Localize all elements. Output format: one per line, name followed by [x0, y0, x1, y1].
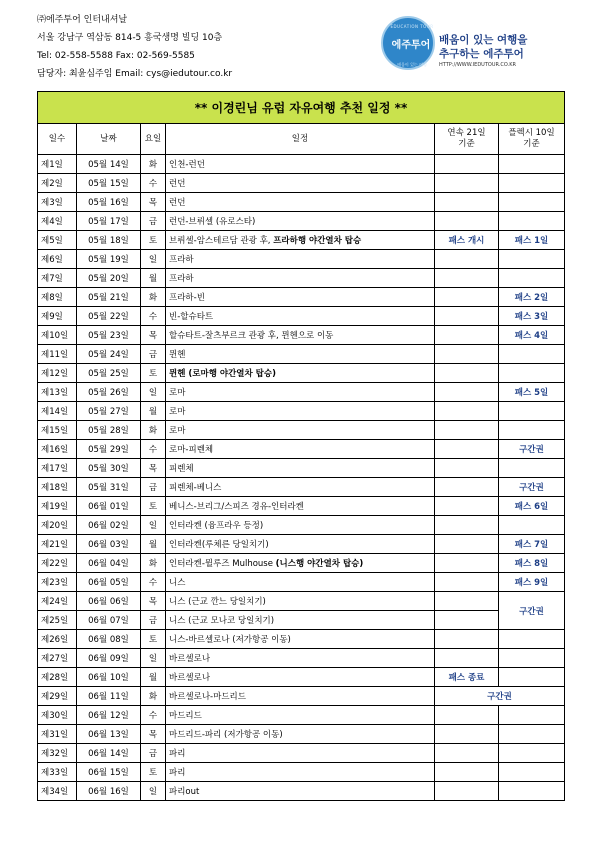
- itinerary-table: [37, 91, 565, 801]
- row-pass21: [435, 497, 499, 516]
- row-flexi10: [499, 193, 565, 212]
- table-row: [38, 782, 565, 801]
- row-day: 제19일: [38, 497, 77, 516]
- row-date: 06월 04일: [77, 554, 141, 573]
- row-itinerary-text: 로마-피렌체: [169, 445, 214, 455]
- row-itinerary: [166, 554, 435, 573]
- row-itinerary-text: 프라하: [169, 255, 194, 265]
- row-flexi10: [499, 421, 565, 440]
- row-itinerary-text: 로마: [169, 388, 186, 398]
- row-date: 05월 19일: [77, 250, 141, 269]
- row-day: 제1일: [38, 155, 77, 174]
- row-itinerary-text: 베니스-브리그/스피즈 경유-인터라켄: [169, 502, 304, 512]
- row-pass21: [435, 554, 499, 573]
- table-row: [38, 174, 565, 193]
- row-date: 05월 30일: [77, 459, 141, 478]
- row-itinerary-text: 인터라켄 (융프라우 등정): [169, 521, 264, 531]
- row-day: 제20일: [38, 516, 77, 535]
- row-itinerary-text: 브뤼셀-암스테르담 관광 후,: [169, 236, 274, 246]
- row-pass21: [435, 744, 499, 763]
- row-date: 06월 14일: [77, 744, 141, 763]
- row-flexi10: 패스 9일: [499, 573, 565, 592]
- row-weekday: 일: [141, 649, 166, 668]
- company-name: ㈜에주투어 인터내셔날: [37, 15, 128, 25]
- table-title-row: [38, 92, 565, 124]
- row-itinerary: [166, 459, 435, 478]
- table-row: [38, 155, 565, 174]
- row-pass21: [435, 250, 499, 269]
- row-itinerary: [166, 345, 435, 364]
- row-weekday: 토: [141, 497, 166, 516]
- row-itinerary-text: 파리: [169, 749, 186, 759]
- header-date: 날짜: [77, 124, 141, 155]
- row-itinerary-text: 피렌체: [169, 464, 194, 474]
- row-weekday: 월: [141, 269, 166, 288]
- row-day: 제18일: [38, 478, 77, 497]
- row-weekday: 일: [141, 383, 166, 402]
- row-itinerary: [166, 630, 435, 649]
- row-itinerary-text: 니스-바르셀로나 (저가항공 이동): [169, 635, 291, 645]
- row-pass21: [435, 573, 499, 592]
- row-itinerary-text: 빈-할슈타트: [169, 312, 214, 322]
- row-itinerary: [166, 155, 435, 174]
- row-itinerary-text: 할슈타트-잘츠부르크 관광 후, 뮌헨으로 이동: [169, 331, 334, 341]
- header-flexi10: [499, 124, 565, 155]
- row-weekday: 수: [141, 706, 166, 725]
- row-itinerary-highlight: 뮌헨 (로마행 야간열차 탑승): [169, 369, 276, 379]
- row-itinerary: [166, 288, 435, 307]
- table-row: [38, 326, 565, 345]
- row-itinerary-text: 피렌체-베니스: [169, 483, 222, 493]
- table-row: [38, 440, 565, 459]
- row-date: 05월 22일: [77, 307, 141, 326]
- logo-slogan-line2: 추구하는 에주투어: [439, 48, 524, 60]
- row-date: 05월 16일: [77, 193, 141, 212]
- row-pass21: 패스 개시: [435, 231, 499, 250]
- row-itinerary-text: 로마: [169, 426, 186, 436]
- row-pass21: [435, 478, 499, 497]
- row-pass21: [435, 212, 499, 231]
- row-itinerary: [166, 763, 435, 782]
- row-date: 05월 24일: [77, 345, 141, 364]
- row-date: 05월 29일: [77, 440, 141, 459]
- row-day: 제31일: [38, 725, 77, 744]
- row-day: 제17일: [38, 459, 77, 478]
- table-row: [38, 478, 565, 497]
- row-weekday: 금: [141, 744, 166, 763]
- row-itinerary: [166, 744, 435, 763]
- row-day: 제14일: [38, 402, 77, 421]
- row-weekday: 목: [141, 725, 166, 744]
- header-flexi10-line2: 기준: [523, 139, 540, 149]
- row-flexi10: 패스 4일: [499, 326, 565, 345]
- row-pass21: [435, 288, 499, 307]
- row-date: 05월 31일: [77, 478, 141, 497]
- row-itinerary: [166, 364, 435, 383]
- row-weekday: 일: [141, 516, 166, 535]
- row-weekday: 목: [141, 592, 166, 611]
- company-contact: Tel: 02-558-5588 Fax: 02-569-5585: [37, 51, 195, 61]
- row-weekday: 토: [141, 630, 166, 649]
- row-pass21: [435, 535, 499, 554]
- row-date: 06월 13일: [77, 725, 141, 744]
- row-itinerary: [166, 231, 435, 250]
- row-pass21: [435, 440, 499, 459]
- row-pass21: [435, 649, 499, 668]
- row-itinerary: [166, 383, 435, 402]
- row-weekday: 목: [141, 459, 166, 478]
- row-itinerary-text: 바르셀로나-마드리드: [169, 692, 246, 702]
- row-flexi10: 구간권: [499, 592, 565, 630]
- row-flexi10: 패스 2일: [499, 288, 565, 307]
- row-day: 제12일: [38, 364, 77, 383]
- row-day: 제5일: [38, 231, 77, 250]
- row-pass21: [435, 706, 499, 725]
- table-row: [38, 269, 565, 288]
- row-itinerary-highlight: 프라하행 야간열차 탑승: [273, 236, 362, 246]
- row-day: 제7일: [38, 269, 77, 288]
- row-day: 제21일: [38, 535, 77, 554]
- row-itinerary: [166, 535, 435, 554]
- row-pass21: [435, 174, 499, 193]
- row-flexi10: 구간권: [499, 440, 565, 459]
- table-row: [38, 364, 565, 383]
- row-itinerary: [166, 250, 435, 269]
- row-day: 제27일: [38, 649, 77, 668]
- row-flexi10: [499, 364, 565, 383]
- table-row: [38, 592, 565, 611]
- row-weekday: 수: [141, 174, 166, 193]
- row-day: 제15일: [38, 421, 77, 440]
- row-date: 06월 06일: [77, 592, 141, 611]
- row-flexi10: [499, 212, 565, 231]
- row-weekday: 목: [141, 193, 166, 212]
- row-weekday: 수: [141, 440, 166, 459]
- header-day: 일수: [38, 124, 77, 155]
- row-day: 제28일: [38, 668, 77, 687]
- row-itinerary: [166, 611, 435, 630]
- row-pass-span: 구간권: [435, 687, 565, 706]
- logo-emblem: [381, 16, 435, 70]
- row-flexi10: 구간권: [499, 478, 565, 497]
- row-weekday: 금: [141, 478, 166, 497]
- row-itinerary-text: 파리: [169, 768, 186, 778]
- table-row: [38, 535, 565, 554]
- row-itinerary-text: 마드리드: [169, 711, 202, 721]
- row-date: 05월 25일: [77, 364, 141, 383]
- row-weekday: 화: [141, 554, 166, 573]
- row-itinerary: [166, 668, 435, 687]
- row-itinerary: [166, 478, 435, 497]
- row-weekday: 일: [141, 250, 166, 269]
- table-row: [38, 288, 565, 307]
- row-itinerary: [166, 725, 435, 744]
- header-weekday: 요일: [141, 124, 166, 155]
- row-flexi10: 패스 8일: [499, 554, 565, 573]
- row-pass21: [435, 763, 499, 782]
- row-itinerary: [166, 326, 435, 345]
- table-row: [38, 573, 565, 592]
- row-day: 제2일: [38, 174, 77, 193]
- table-row: [38, 744, 565, 763]
- row-itinerary: [166, 212, 435, 231]
- row-date: 05월 21일: [77, 288, 141, 307]
- row-weekday: 금: [141, 345, 166, 364]
- row-weekday: 월: [141, 535, 166, 554]
- row-date: 05월 23일: [77, 326, 141, 345]
- company-logo: [379, 12, 539, 72]
- row-pass21: 패스 종료: [435, 668, 499, 687]
- row-day: 제25일: [38, 611, 77, 630]
- table-row: [38, 193, 565, 212]
- table-row: [38, 459, 565, 478]
- row-itinerary-text: 런던-브뤼셀 (유로스타): [169, 217, 256, 227]
- row-date: 05월 26일: [77, 383, 141, 402]
- logo-name: 에주투어: [391, 40, 431, 51]
- row-weekday: 토: [141, 763, 166, 782]
- row-day: 제8일: [38, 288, 77, 307]
- table-row: [38, 421, 565, 440]
- table-row: [38, 706, 565, 725]
- row-flexi10: [499, 706, 565, 725]
- table-row: [38, 307, 565, 326]
- table-row: [38, 497, 565, 516]
- table-row: [38, 611, 565, 630]
- row-weekday: 일: [141, 782, 166, 801]
- row-itinerary-text: 인천-런던: [169, 160, 205, 170]
- row-day: 제11일: [38, 345, 77, 364]
- row-date: 05월 15일: [77, 174, 141, 193]
- manager-contact: 담당자: 최윤심주임 Email: cys@iedutour.co.kr: [37, 69, 233, 79]
- row-date: 06월 16일: [77, 782, 141, 801]
- row-weekday: 월: [141, 402, 166, 421]
- table-row: [38, 630, 565, 649]
- row-date: 06월 01일: [77, 497, 141, 516]
- header-pass21-line2: 기준: [458, 139, 475, 149]
- row-pass21: [435, 592, 499, 611]
- table-row: [38, 554, 565, 573]
- row-day: 제22일: [38, 554, 77, 573]
- row-itinerary-text: 뮌헨: [169, 350, 186, 360]
- header-flexi10-line1: 플렉시 10일: [508, 128, 555, 138]
- row-date: 05월 28일: [77, 421, 141, 440]
- row-date: 05월 14일: [77, 155, 141, 174]
- row-itinerary-text: 프라하-빈: [169, 293, 205, 303]
- row-date: 06월 08일: [77, 630, 141, 649]
- row-day: 제30일: [38, 706, 77, 725]
- header-itinerary: 일정: [166, 124, 435, 155]
- table-row: [38, 250, 565, 269]
- table-header-row: [38, 124, 565, 155]
- logo-arc-text: EDUCATION TOUR: [390, 24, 434, 29]
- row-flexi10: 패스 1일: [499, 231, 565, 250]
- row-day: 제34일: [38, 782, 77, 801]
- row-pass21: [435, 155, 499, 174]
- row-itinerary: [166, 269, 435, 288]
- row-day: 제32일: [38, 744, 77, 763]
- row-pass21: [435, 725, 499, 744]
- row-weekday: 금: [141, 611, 166, 630]
- row-flexi10: [499, 744, 565, 763]
- row-itinerary-text: 니스: [169, 578, 186, 588]
- row-day: 제13일: [38, 383, 77, 402]
- row-itinerary-text: 파리out: [169, 787, 200, 797]
- row-day: 제23일: [38, 573, 77, 592]
- row-flexi10: [499, 630, 565, 649]
- row-itinerary-text: 니스 (근교 깐느 당일치기): [169, 597, 266, 607]
- row-flexi10: [499, 269, 565, 288]
- row-pass21: [435, 611, 499, 630]
- row-date: 06월 15일: [77, 763, 141, 782]
- row-flexi10: [499, 174, 565, 193]
- table-row: [38, 402, 565, 421]
- logo-url: HTTP://WWW.IEDUTOUR.CO.KR: [439, 62, 516, 68]
- row-weekday: 수: [141, 307, 166, 326]
- row-day: 제4일: [38, 212, 77, 231]
- row-date: 05월 17일: [77, 212, 141, 231]
- row-flexi10: [499, 763, 565, 782]
- row-itinerary-highlight: (니스행 야간열차 탑승): [275, 559, 364, 569]
- row-date: 06월 12일: [77, 706, 141, 725]
- row-flexi10: [499, 402, 565, 421]
- row-itinerary: [166, 516, 435, 535]
- row-day: 제33일: [38, 763, 77, 782]
- header-pass21-line1: 연속 21일: [447, 128, 486, 138]
- table-row: [38, 212, 565, 231]
- row-pass21: [435, 782, 499, 801]
- table-row: [38, 668, 565, 687]
- row-date: 06월 07일: [77, 611, 141, 630]
- row-flexi10: [499, 250, 565, 269]
- row-itinerary-text: 로마: [169, 407, 186, 417]
- row-day: 제24일: [38, 592, 77, 611]
- row-pass21: [435, 307, 499, 326]
- row-itinerary-text: 인터라켄(루체른 당일치기): [169, 540, 269, 550]
- row-itinerary-text: 인터라켄-뮐루즈 Mulhouse: [169, 559, 276, 569]
- row-flexi10: [499, 782, 565, 801]
- row-itinerary: [166, 307, 435, 326]
- table-row: [38, 516, 565, 535]
- row-weekday: 화: [141, 421, 166, 440]
- row-itinerary-text: 마드리드-파리 (저가항공 이동): [169, 730, 283, 740]
- row-weekday: 목: [141, 326, 166, 345]
- company-address: 서울 강남구 역삼동 814-5 흥국생명 빌딩 10층: [37, 33, 223, 43]
- row-weekday: 토: [141, 364, 166, 383]
- row-itinerary: [166, 421, 435, 440]
- row-date: 06월 02일: [77, 516, 141, 535]
- logo-sub-text: 배움이 있는 여행: [397, 62, 427, 67]
- row-flexi10: [499, 345, 565, 364]
- row-itinerary: [166, 440, 435, 459]
- row-day: 제6일: [38, 250, 77, 269]
- row-itinerary: [166, 782, 435, 801]
- row-flexi10: [499, 668, 565, 687]
- row-itinerary: [166, 706, 435, 725]
- logo-slogan-line1: 배움이 있는 여행을: [439, 34, 528, 46]
- table-row: [38, 649, 565, 668]
- row-date: 05월 27일: [77, 402, 141, 421]
- row-flexi10: 패스 5일: [499, 383, 565, 402]
- row-itinerary: [166, 592, 435, 611]
- table-title: ** 이경린님 유럽 자유여행 추천 일정 **: [38, 92, 565, 124]
- row-date: 06월 03일: [77, 535, 141, 554]
- row-weekday: 수: [141, 573, 166, 592]
- row-date: 06월 11일: [77, 687, 141, 706]
- row-day: 제16일: [38, 440, 77, 459]
- row-flexi10: [499, 459, 565, 478]
- row-day: 제9일: [38, 307, 77, 326]
- row-weekday: 화: [141, 288, 166, 307]
- row-itinerary-text: 니스 (근교 모나코 당일치기): [169, 616, 275, 626]
- row-flexi10: 패스 7일: [499, 535, 565, 554]
- row-weekday: 화: [141, 155, 166, 174]
- row-weekday: 화: [141, 687, 166, 706]
- row-pass21: [435, 402, 499, 421]
- table-row: [38, 687, 565, 706]
- row-pass21: [435, 421, 499, 440]
- row-itinerary: [166, 687, 435, 706]
- row-pass21: [435, 630, 499, 649]
- row-itinerary-text: 바르셀로나: [169, 673, 211, 683]
- row-date: 06월 09일: [77, 649, 141, 668]
- row-pass21: [435, 383, 499, 402]
- row-weekday: 토: [141, 231, 166, 250]
- row-itinerary: [166, 402, 435, 421]
- row-day: 제3일: [38, 193, 77, 212]
- row-pass21: [435, 364, 499, 383]
- row-flexi10: 패스 3일: [499, 307, 565, 326]
- row-itinerary: [166, 649, 435, 668]
- table-row: [38, 345, 565, 364]
- row-date: 06월 10일: [77, 668, 141, 687]
- row-itinerary-text: 런던: [169, 198, 186, 208]
- row-day: 제10일: [38, 326, 77, 345]
- row-pass21: [435, 516, 499, 535]
- row-date: 06월 05일: [77, 573, 141, 592]
- row-pass21: [435, 326, 499, 345]
- row-itinerary-text: 바르셀로나: [169, 654, 211, 664]
- row-itinerary: [166, 573, 435, 592]
- row-pass21: [435, 459, 499, 478]
- row-pass21: [435, 269, 499, 288]
- row-itinerary-text: 런던: [169, 179, 186, 189]
- row-date: 05월 18일: [77, 231, 141, 250]
- row-date: 05월 20일: [77, 269, 141, 288]
- row-flexi10: [499, 725, 565, 744]
- row-pass21: [435, 345, 499, 364]
- row-day: 제26일: [38, 630, 77, 649]
- header-pass21: [435, 124, 499, 155]
- table-row: [38, 763, 565, 782]
- row-itinerary: [166, 193, 435, 212]
- row-itinerary: [166, 174, 435, 193]
- table-row: [38, 383, 565, 402]
- row-flexi10: [499, 155, 565, 174]
- row-weekday: 월: [141, 668, 166, 687]
- row-flexi10: 패스 6일: [499, 497, 565, 516]
- table-row: [38, 231, 565, 250]
- row-flexi10: [499, 649, 565, 668]
- row-itinerary: [166, 497, 435, 516]
- row-weekday: 금: [141, 212, 166, 231]
- row-day: 제29일: [38, 687, 77, 706]
- row-pass21: [435, 193, 499, 212]
- table-row: [38, 725, 565, 744]
- row-itinerary-text: 프라하: [169, 274, 194, 284]
- row-flexi10: [499, 516, 565, 535]
